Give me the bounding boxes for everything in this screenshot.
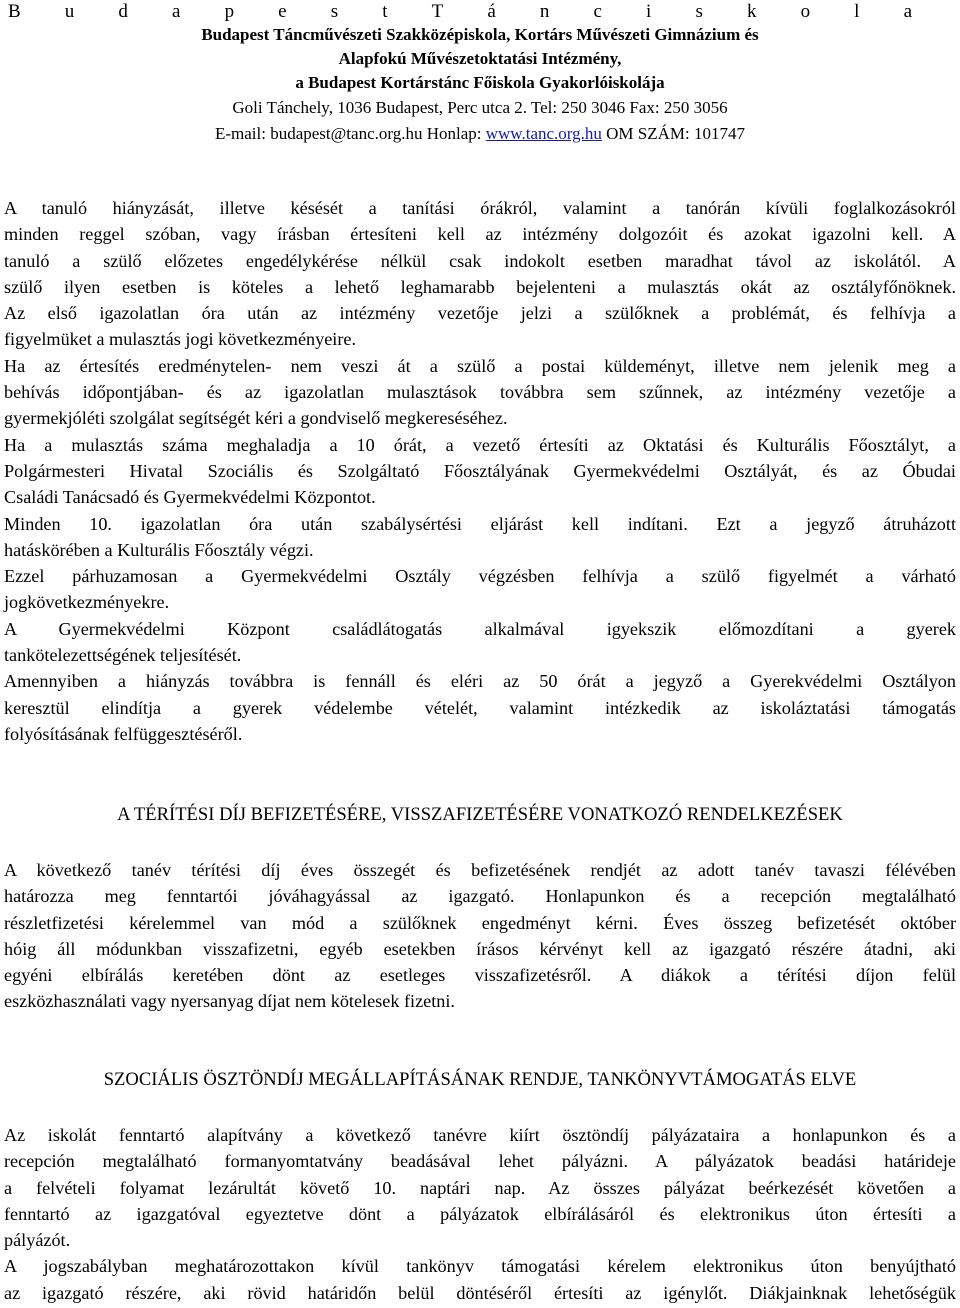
- text-line: Polgármesteri Hivatal Szociális és Szolgáltató Főosztályának Gyermekvédelmi Osztályát, és az Óbudai: [4, 460, 956, 481]
- text-line: tankötelezettségének teljesítését.: [4, 645, 242, 666]
- school-name-letter: s: [330, 1, 339, 22]
- text-line: figyelmüket a mulasztás jogi következményeire.: [4, 329, 357, 350]
- text-line: az igazgató részére, aki rövid határidőn belül döntéséről értesíti az igénylőt. Diákjainknak lehetőségük: [4, 1282, 956, 1303]
- school-name-letter: k: [746, 1, 757, 22]
- text-line: Ha a mulasztás száma meghaladja a 10 órát, a vezető értesíti az Oktatási és Kulturális Főosztályt, a: [4, 434, 956, 455]
- text-line: folyósításának felfüggesztéséről.: [4, 723, 243, 744]
- website-link[interactable]: www.tanc.org.hu: [485, 124, 602, 143]
- school-name-letter: a: [903, 1, 912, 22]
- text-line: tanuló a szülő előzetes engedélykérése nélkül csak indokolt esetben maradhat távol az iskolától. A: [4, 250, 956, 271]
- text-line: recepción megtalálható formanyomtatvány beadásával lehet pályázni. A pályázatok beadási határideje: [4, 1151, 956, 1172]
- letterhead-address: Goli Tánchely, 1036 Budapest, Perc utca 2. Tel: 250 3046 Fax: 250 3056: [232, 98, 728, 117]
- text-line: pályázót.: [4, 1230, 71, 1251]
- school-name-letter: t: [382, 1, 388, 22]
- text-line: A Gyermekvédelmi Központ családlátogatás alkalmával igyekszik előmozdítani a gyerek: [4, 618, 956, 639]
- text-line: A tanuló hiányzását, illetve késését a tanítási órákról, valamint a tanórán kívüli foglalkozásokról: [4, 198, 956, 218]
- text-line: szülő ilyen esetben is köteles a lehető leghamarabb bejelenteni a mulasztás okát az osztályfőnöknek.: [4, 276, 956, 297]
- text-line: Minden 10. igazolatlan óra után szabálysértési eljárást kell indítani. Ezt a jegyző átruházott: [4, 513, 956, 534]
- text-line: hatáskörében a Kulturális Főosztály végzi.: [4, 539, 314, 560]
- email-label: E-mail: budapest@tanc.org.hu Honlap:: [214, 124, 486, 143]
- school-name-spaced: [8, 0, 912, 24]
- scholarship-section-text: [4, 1122, 956, 1306]
- school-name-letter: T: [431, 1, 444, 22]
- letterhead-contact: [0, 123, 960, 145]
- text-line: A jogszabályban meghatározottakon kívül tankönyv támogatási kérelem elektronikus úton benyújtható: [4, 1256, 956, 1277]
- school-name-letter: n: [539, 1, 550, 22]
- text-line: határozza meg fenntartói jóváhagyással az igazgató. Honlapunkon és a recepción megtalálható: [4, 886, 956, 907]
- text-line: jogkövetkezményekre.: [4, 592, 170, 613]
- text-line: A következő tanév térítési díj éves összegét és befizetésének rendjét az adott tanév tavaszi félévében: [4, 860, 956, 880]
- school-name-letter: u: [64, 1, 75, 22]
- text-line: behívás időpontjában- és az igazolatlan mulasztások továbbra sem szűnnek, az intézmény vezetője a: [4, 382, 956, 403]
- school-name-letter: d: [118, 1, 128, 22]
- letterhead-line-2: Alapfokú Művészetoktatási Intézmény,: [338, 49, 622, 68]
- text-line: Ha az értesítés eredménytelen- nem veszi át a szülő a postai küldeményt, illetve nem jelenik meg a: [4, 355, 956, 376]
- school-name-letter: e: [278, 1, 287, 22]
- school-name-letter: s: [695, 1, 703, 22]
- text-line: eszközhasználati vagy nyersanyag díjat nem kötelesek fizetni.: [4, 991, 455, 1012]
- letterhead-line-3: a Budapest Kortárstánc Főiskola Gyakorlóiskolája: [295, 73, 665, 92]
- om-number: OM SZÁM: 101747: [601, 124, 746, 143]
- school-name-letter: p: [224, 1, 235, 22]
- text-line: Ezzel párhuzamosan a Gyermekvédelmi Osztály végzésben felhívja a szülő figyelmét a várható: [4, 566, 956, 587]
- text-line: keresztül elindítja a gyerek védelembe vételét, valamint intézkedik az iskoláztatási támogatás: [4, 697, 956, 718]
- school-name-letter: l: [854, 1, 860, 22]
- absence-rules-text: [4, 195, 956, 747]
- school-name-letter: o: [800, 1, 811, 22]
- text-line: gyermekjóléti szolgálat segítségét kéri a gondviselő megkereséséhez.: [4, 408, 508, 429]
- text-line: részletfizetési kérelemmel van mód a szülőknek engedményt kérni. Éves összeg befizetését október: [4, 912, 956, 933]
- school-name-letter: i: [646, 1, 652, 22]
- school-name-letter: B: [8, 1, 21, 22]
- school-name-letter: á: [487, 1, 496, 22]
- text-line: Családi Tanácsadó és Gyermekvédelmi Központot.: [4, 487, 376, 508]
- school-name-letter: a: [172, 1, 181, 22]
- text-line: Amennyiben a hiányzás továbbra is fennáll és eléri az 50 órát a jegyző a Gyerekvédelmi Osztályon: [4, 671, 956, 692]
- text-line: minden reggel szóban, vagy írásban értesíteni kell az intézmény dolgozóit és azokat igazolni kell. A: [4, 224, 956, 245]
- text-line: fenntartó az igazgatóval egyeztetve dönt a pályázatok elbírálásáról és elektronikus úton értesíti a: [4, 1203, 956, 1224]
- fee-section-heading: A TÉRÍTÉSI DÍJ BEFIZETÉSÉRE, VISSZAFIZETÉSÉRE VONATKOZÓ RENDELKEZÉSEK: [117, 804, 843, 825]
- school-name-letter: c: [593, 1, 602, 22]
- text-line: egyéni elbírálás keretében dönt az esetleges visszafizetésről. A diákok a térítési díjon felül: [4, 965, 956, 986]
- letterhead-line-1: Budapest Táncművészeti Szakközépiskola, Kortárs Művészeti Gimnázium és: [201, 25, 759, 44]
- text-line: Az iskolát fenntartó alapítvány a következő tanévre kiírt ösztöndíj pályázataira a honlapunkon és a: [4, 1125, 956, 1145]
- fee-section-text: [4, 857, 956, 1015]
- text-line: hóig áll módunkban visszafizetni, egyéb esetekben írásos kérvényt kell az igazgató részére átadni, aki: [4, 938, 956, 959]
- text-line: Az első igazolatlan óra után az intézmény vezetője jelzi a szülőknek a problémát, és felhívja a: [4, 303, 956, 324]
- text-line: a felvételi folyamat lezárultát követő 10. naptári nap. Az összes pályázat beérkezését követően a: [4, 1177, 956, 1198]
- scholarship-section-heading: SZOCIÁLIS ÖSZTÖNDÍJ MEGÁLLAPÍTÁSÁNAK RENDJE, TANKÖNYVTÁMOGATÁS ELVE: [103, 1069, 857, 1090]
